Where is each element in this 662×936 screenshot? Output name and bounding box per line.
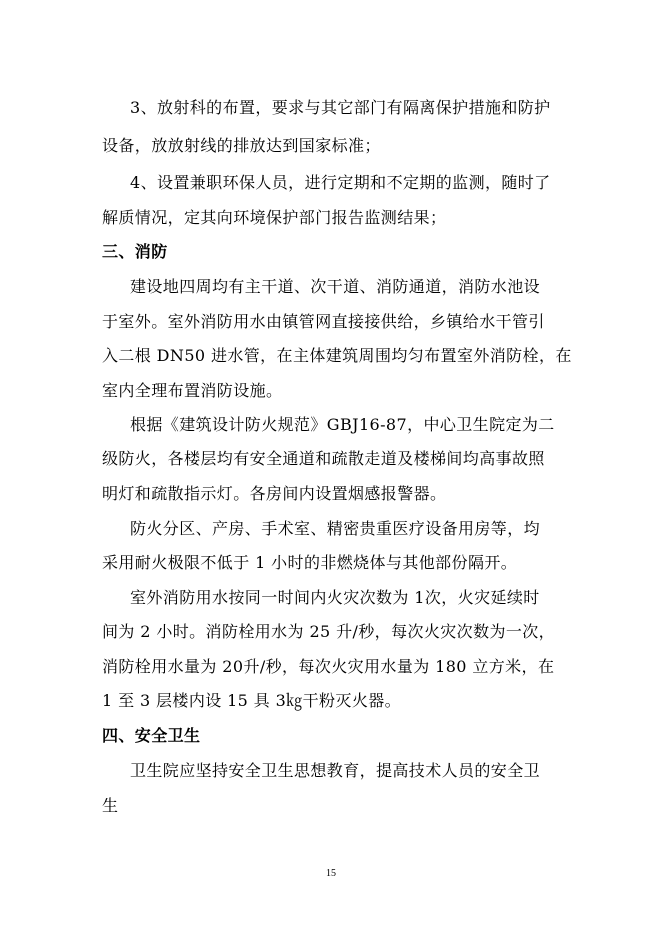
section-heading-fire: 三、消防: [102, 242, 168, 261]
paragraph-line: 根据《建筑设计防火规范》GBJ16-87，中心卫生院定为二: [130, 415, 555, 434]
paragraph-line: 采用耐火极限不低于 1 小时的非燃烧体与其他部份隔开。: [102, 553, 518, 572]
paragraph-line: 4、设置兼职环保人员，进行定期和不定期的监测，随时了: [130, 173, 551, 192]
paragraph-line: 间为 2 小时。消防栓用水为 25 升/秒，每次火灾次数为一次，: [102, 622, 556, 641]
section-heading-safety: 四、安全卫生: [102, 726, 201, 745]
paragraph-line: 解质情况，定其向环境保护部门报告监测结果；: [102, 208, 447, 227]
paragraph-line: 生: [102, 796, 119, 815]
paragraph-line: 明灯和疏散指示灯。各房间内设置烟感报警器。: [102, 484, 447, 503]
paragraph-line: 消防栓用水量为 20升/秒，每次火灾用水量为 180 立方米，在: [102, 657, 555, 676]
paragraph-line: 卫生院应坚持安全卫生思想教育，提高技术人员的安全卫: [130, 761, 541, 780]
paragraph-line: 3、放射科的布置，要求与其它部门有隔离保护措施和防护: [130, 98, 551, 117]
paragraph-line: 于室外。室外消防用水由镇管网直接接供给，乡镇给水干管引: [102, 312, 545, 331]
paragraph-line: 防火分区、产房、手术室、精密贵重医疗设备用房等，均: [130, 519, 541, 538]
paragraph-line: 1 至 3 层楼内设 15 具 3㎏干粉灭火器。: [102, 691, 402, 710]
paragraph-line: 室内全理布置消防设施。: [102, 381, 283, 400]
paragraph-line: 建设地四周均有主干道、次干道、消防通道，消防水池设: [130, 277, 541, 296]
paragraph-line: 设备，放放射线的排放达到国家标准；: [102, 136, 381, 155]
page-number: 15: [326, 868, 336, 879]
paragraph-line: 室外消防用水按同一时间内火灾次数为 1次，火灾延续时: [130, 588, 540, 607]
paragraph-line: 级防火，各楼层均有安全通道和疏散走道及楼梯间均高事故照: [102, 449, 545, 468]
paragraph-line: 入二根 DN50 进水管，在主体建筑周围均匀布置室外消防栓，在: [102, 346, 572, 365]
